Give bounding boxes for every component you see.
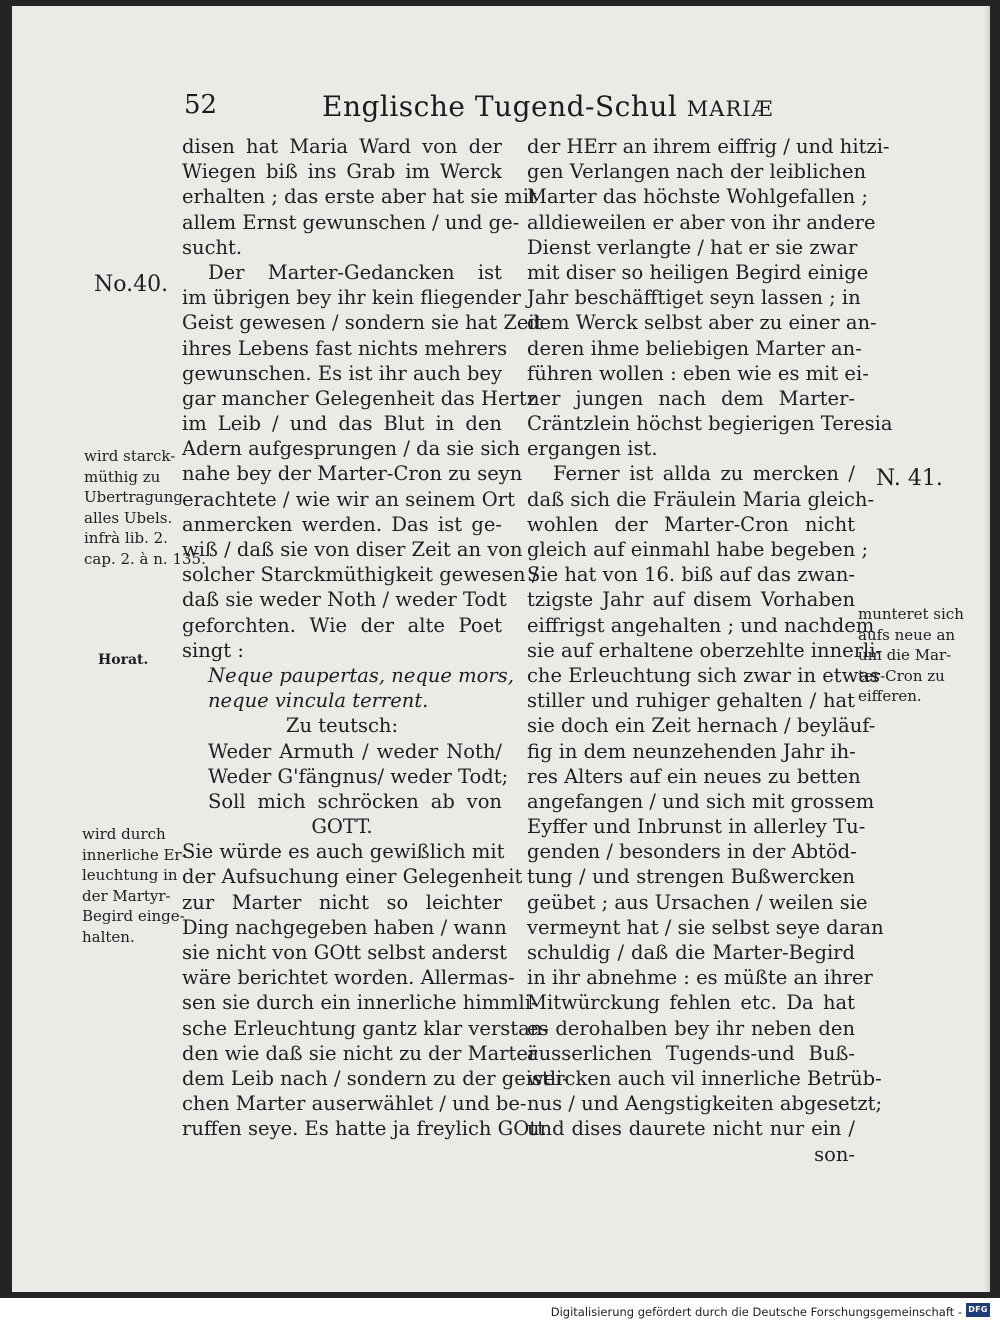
text-line: tzigste Jahr auf disem Vorhaben [527, 588, 855, 612]
text-line: ruffen seye. Es hatte ja freylich GOtt [182, 1117, 545, 1141]
text-line: ner jungen nach dem Marter- [527, 386, 855, 410]
text-line: allem Ernst gewunschen / und ge- [182, 210, 520, 234]
text-line: genden / besonders in der Abtöd- [527, 840, 857, 864]
text-line: solcher Starckmüthigkeit gewesen / [182, 563, 539, 587]
text-line: den wie daß sie nicht zu der Marter [182, 1041, 538, 1065]
text-line: dem Leib nach / sondern zu der geistli- [182, 1066, 569, 1090]
margin-note-starckmuethig [84, 446, 206, 570]
margin-note-line: cap. 2. à n. 135. [84, 549, 206, 568]
text-line: es derohalben bey ihr neben den [527, 1016, 855, 1040]
text-line: Mitwürckung fehlen etc. Da hat [527, 991, 855, 1015]
text-line: dem Werck selbst aber zu einer an- [527, 311, 877, 335]
text-line: sie doch ein Zeit hernach / beyläuf- [527, 714, 876, 738]
text-line: Marter das höchste Wohlgefallen ; [527, 185, 868, 209]
text-line: Geist gewesen / sondern sie hat Zeit [182, 311, 543, 335]
text-line: Eyffer und Inbrunst in allerley Tu- [527, 815, 866, 839]
margin-note-line: wird durch [82, 825, 166, 843]
text-line: sie auf erhaltene oberzehlte innerli- [527, 638, 883, 662]
text-line: Neque paupertas, neque mors, [208, 663, 514, 687]
margin-note-line: müthig zu [84, 467, 161, 486]
text-line: in ihr abnehme : es müßte an ihrer [527, 966, 873, 990]
footer-credit: Digitalisierung gefördert durch die Deutsche Forschungsgemeinschaft - [550, 1305, 962, 1319]
footer-bar [0, 1298, 1000, 1323]
text-line: geübet ; aus Ursachen / weilen sie [527, 890, 868, 914]
page-number: 52 [184, 90, 218, 120]
text-line: Soll mich schröcken ab von [208, 789, 502, 813]
text-line: ergangen ist. [527, 437, 658, 461]
text-line: sie nicht von GOtt selbst anderst [182, 941, 507, 964]
text-line: mit diser so heiligen Begird einige [527, 260, 869, 284]
text-line: deren ihme beliebigen Marter an- [527, 336, 862, 360]
margin-note-line: um die Mar- [858, 646, 952, 665]
text-line: tung / und strengen Bußwercken [527, 865, 855, 889]
text-line: der Aufsuchung einer Gelegenheit [182, 865, 523, 889]
text-line: Zu teutsch: [285, 714, 399, 738]
text-line: fig in dem neunzehenden Jahr ih- [527, 739, 856, 763]
margin-note-erleuchtung [82, 824, 187, 948]
margin-note-line: innerliche Er- [82, 845, 187, 864]
text-line: disen hat Maria Ward von der [182, 135, 502, 158]
margin-note-line: eifferen. [858, 687, 922, 706]
text-line: che Erleuchtung sich zwar in etwas [527, 663, 880, 687]
text-line: sen sie durch ein innerliche himmli- [182, 991, 538, 1015]
text-line: der HErr an ihrem eiffrig / und hitzi- [527, 135, 890, 158]
text-line: singt : [182, 638, 244, 662]
margin-note-munteret [858, 604, 964, 707]
text-line: nahe bey der Marter-Cron zu seyn [182, 462, 523, 486]
text-line: stiller und ruhiger gehalten / hat [527, 689, 855, 713]
text-line: zur Marter nicht so leichter [182, 890, 502, 914]
running-title-marie: MARIÆ [686, 97, 774, 121]
text-line: daß sie weder Noth / weder Todt [182, 588, 507, 612]
text-line: führen wollen : eben wie es mit ei- [527, 361, 869, 385]
text-line: son- [814, 1142, 855, 1166]
margin-note-line: munteret sich [858, 605, 964, 623]
margin-note-line: aufs neue an [858, 625, 956, 644]
text-line: alldieweilen er aber von ihr andere [527, 210, 876, 234]
margin-note-horat: Horat. [98, 652, 149, 668]
text-line: Ferner ist allda zu mercken / [553, 462, 855, 486]
text-line: daß sich die Fräulein Maria gleich- [527, 487, 875, 511]
text-line: ihres Lebens fast nichts mehrers [182, 336, 508, 360]
text-line: Der Marter-Gedancken ist [208, 260, 502, 284]
text-line: res Alters auf ein neues zu betten [527, 764, 861, 788]
text-line: sucht. [182, 235, 243, 259]
text-line: Cräntzlein höchst begierigen Teresia [527, 412, 893, 436]
text-line: GOTT. [311, 815, 373, 839]
text-line: im übrigen bey ihr kein fliegender [182, 286, 521, 310]
text-line: Sie hat von 16. biß auf das zwan- [527, 563, 855, 587]
dfg-logo: DFG [966, 1303, 990, 1317]
text-line: Wiegen biß ins Grab im Werck [182, 160, 502, 184]
text-line: eiffrigst angehalten ; und nachdem [527, 613, 875, 637]
margin-note-line: Begird einge- [82, 907, 185, 926]
text-line: Weder Armuth / weder Noth/ [208, 739, 502, 763]
text-line: neque vincula terrent. [208, 689, 429, 713]
text-line: im Leib / und das Blut in den [182, 412, 502, 436]
text-line: Sie würde es auch gewißlich mit [182, 840, 505, 864]
margin-note-line: wird starck- [84, 447, 176, 465]
text-line: gleich auf einmahl habe begeben ; [527, 538, 869, 561]
text-line: wercken auch vil innerliche Betrüb- [527, 1066, 882, 1090]
text-line: Jahr beschäfftiget seyn lassen ; in [527, 286, 861, 310]
margin-note-line: halten. [82, 927, 135, 946]
left-text-column [182, 134, 569, 1142]
margin-note-line: der Martyr- [82, 886, 171, 905]
margin-note-line: leuchtung in [82, 866, 178, 885]
text-line: schuldig / daß die Marter-Begird [527, 941, 855, 964]
book-page [12, 6, 990, 1292]
margin-note-line: alles Ubels. [84, 508, 173, 527]
text-line: wohlen der Marter-Cron nicht [527, 512, 855, 536]
text-line: gewunschen. Es ist ihr auch bey [182, 361, 502, 385]
text-line: angefangen / und sich mit grossem [527, 789, 875, 813]
text-line: wiß / daß sie von diser Zeit an von [182, 538, 523, 561]
text-line: und dises daurete nicht nur ein / [527, 1117, 855, 1141]
text-line: erhalten ; das erste aber hat sie mit [182, 185, 537, 209]
text-line: Dienst verlangte / hat er sie zwar [527, 235, 858, 259]
text-line: Ding nachgegeben haben / wann [182, 915, 507, 939]
text-line: Weder G'fängnus/ weder Todt; [208, 764, 509, 788]
text-line: geforchten. Wie der alte Poet [182, 613, 502, 637]
text-line: wäre berichtet worden. Allermas- [182, 966, 515, 990]
margin-number-41: N. 41. [876, 466, 943, 491]
text-line: gar mancher Gelegenheit das Hertz [182, 386, 537, 410]
margin-note-line: ter-Cron zu [858, 666, 945, 685]
text-line: chen Marter auserwählet / und be- [182, 1092, 527, 1116]
text-line: vermeynt hat / sie selbst seye daran [527, 915, 884, 939]
running-header [12, 88, 990, 128]
text-line: anmercken werden. Das ist ge- [182, 512, 502, 536]
margin-note-line: infrà lib. 2. [84, 529, 168, 548]
text-line: Adern aufgesprungen / da sie sich [182, 437, 521, 461]
text-line: sche Erleuchtung gantz klar verstan- [182, 1016, 549, 1040]
text-line: nus / und Aengstigkeiten abgesetzt; [527, 1092, 883, 1116]
text-line: äusserlichen Tugends-und Buß- [527, 1041, 855, 1065]
text-line: gen Verlangen nach der leiblichen [527, 160, 867, 184]
margin-number-40: No.40. [94, 272, 169, 297]
text-line: erachtete / wie wir an seinem Ort [182, 487, 515, 511]
running-title-main: Englische Tugend-Schul [322, 90, 678, 123]
margin-note-line: Ubertragung [84, 488, 183, 507]
running-title [322, 90, 774, 123]
